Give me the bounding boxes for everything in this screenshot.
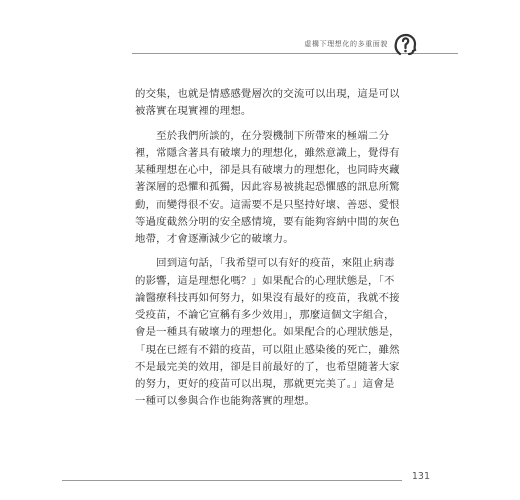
page-body [135, 86, 405, 418]
text-line: 地帶，才會逐漸減少它的破壞力。 [135, 233, 294, 245]
text-line: 「現在已經有不錯的疫苗，可以阻止感染後的死亡，雖然 [135, 343, 400, 356]
head-profile-icon [392, 32, 418, 58]
running-title: 虛構下理想化的多重面貌 [304, 40, 388, 48]
text-line: 某種理想在心中，卻是具有破壞力的理想化，也同時夾藏 [135, 164, 400, 176]
text-line: 等過度截然分明的安全感情境，要有能夠容納中間的灰色 [135, 215, 400, 228]
text-line: 動，而變得很不安。這需要不是只堅持好壞、善惡、愛恨 [135, 198, 400, 211]
paragraph-1 [135, 86, 405, 121]
page-number: 131 [411, 471, 430, 482]
text-line: 著深層的恐懼和孤獨，因此容易被挑起恐懼感的訊息所驚 [135, 181, 400, 194]
text-line: 會是一種具有破壞力的理想化。如果配合的心理狀態是， [135, 326, 400, 339]
text-line: 裡，常隱含著具有破壞力的理想化，雖然意識上，覺得有 [135, 146, 400, 159]
page-header [0, 30, 520, 56]
text-line: 受疫苗，不論它宣稱有多少效用」，那麼這個文字組合， [135, 309, 395, 321]
text-line: 的努力，更好的疫苗可以出現，那就更完美了。」這會是 [135, 378, 395, 390]
text-line: 一種可以參與合作也能夠落實的理想。 [135, 395, 316, 408]
paragraph-2 [135, 128, 405, 249]
text-line: 至於我們所談的，在分裂機制下所帶來的極端二分 [135, 129, 390, 142]
page-footer [0, 466, 520, 488]
text-line: 回到這句話，「我希望可以有好的疫苗，來阻止病毒 [135, 257, 395, 270]
text-line: 的交集，也就是情感感覺層次的交流可以出現，這是可以 [135, 88, 400, 100]
text-line: 的影響，這是理想化嗎？」如果配合的心理狀態是，「不 [135, 274, 395, 287]
paragraph-3 [135, 255, 405, 410]
text-line: 論醫療科技再如何努力，如果沒有最好的疫苗，我就不接 [135, 291, 400, 304]
text-line: 不是最完美的效用，卻是目前最好的了，也希望隨著大家 [135, 360, 400, 373]
footer-rule [62, 480, 402, 481]
text-line: 被落實在現實裡的理想。 [135, 105, 252, 118]
